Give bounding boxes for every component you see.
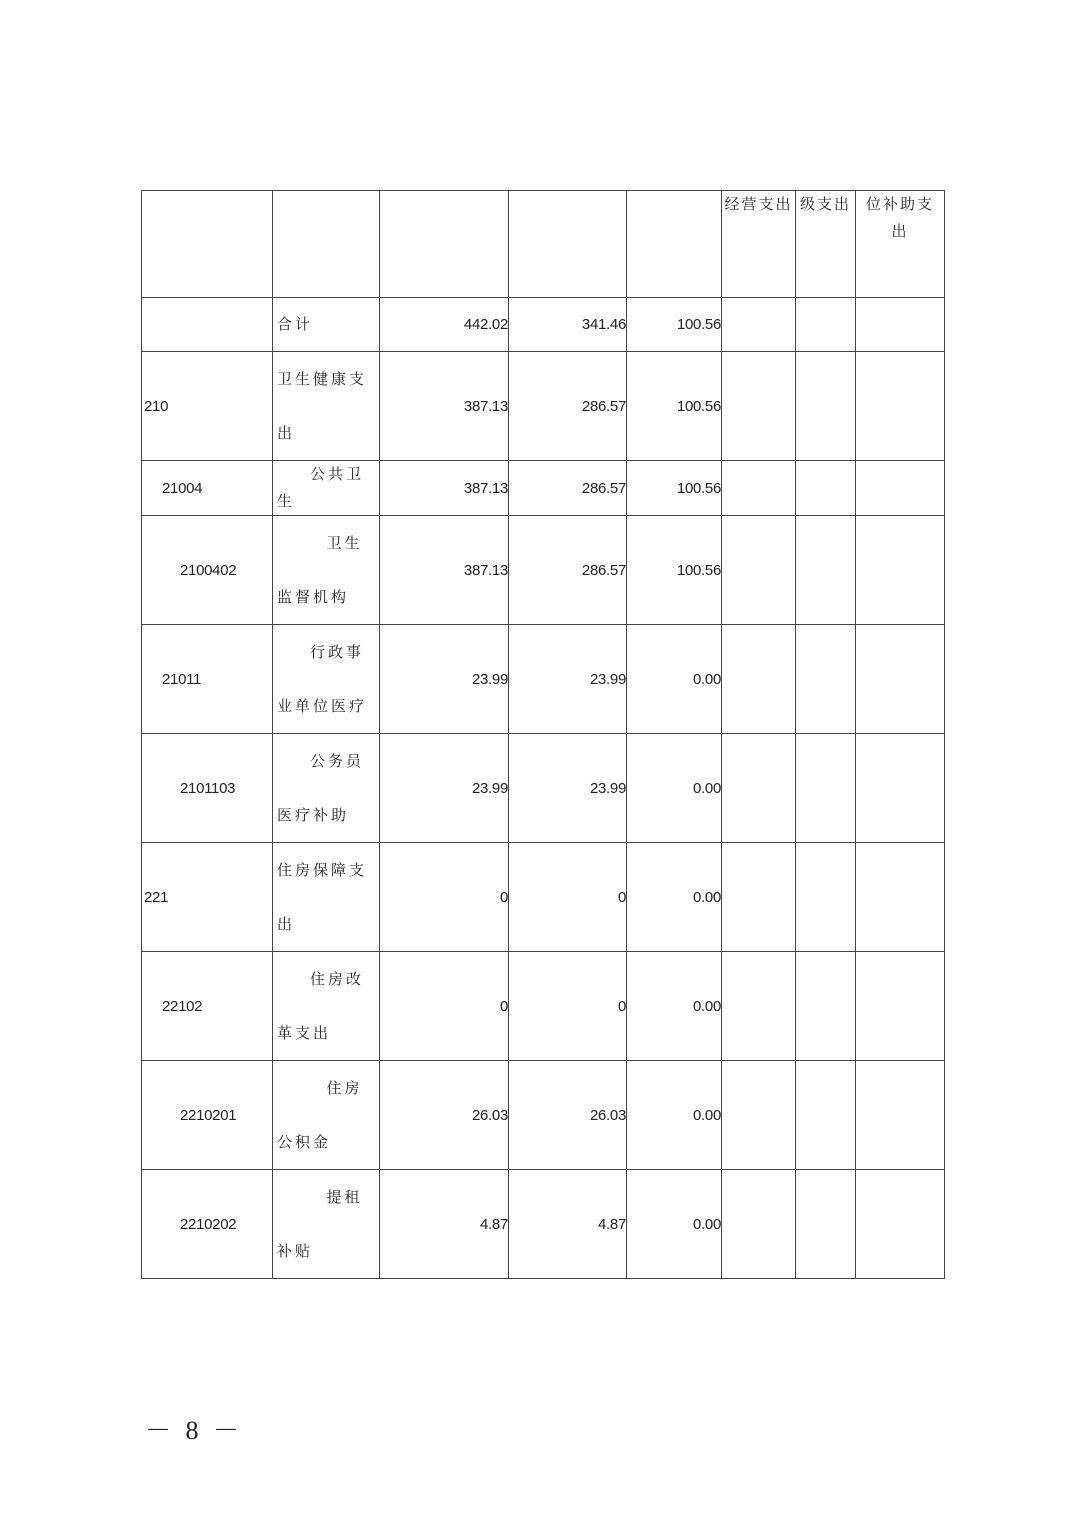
row-basic: 286.57 (509, 516, 627, 625)
row-total: 387.13 (380, 461, 509, 516)
row-project: 0.00 (627, 1061, 722, 1170)
row-total: 387.13 (380, 516, 509, 625)
row-code: 2101103 (142, 734, 273, 843)
row-code: 221 (142, 843, 273, 952)
row-code: 2210202 (142, 1170, 273, 1279)
row-name: 卫生健康支出 (273, 352, 380, 461)
table-header-row (142, 191, 945, 298)
row-total: 0 (380, 952, 509, 1061)
table-row (142, 516, 945, 625)
table-row (142, 1170, 945, 1279)
row-name: 住房改革支出 (273, 952, 380, 1061)
row-basic: 0 (509, 952, 627, 1061)
row-basic: 286.57 (509, 352, 627, 461)
row-total: 23.99 (380, 734, 509, 843)
row-basic: 341.46 (509, 298, 627, 352)
row-name: 卫生监督机构 (273, 516, 380, 625)
row-total: 387.13 (380, 352, 509, 461)
row-name: 行政事业单位医疗 (273, 625, 380, 734)
row-basic: 286.57 (509, 461, 627, 516)
table-row (142, 461, 945, 516)
header-subsidy-expense: 位补助支出 (856, 191, 945, 298)
row-name: 公共卫生 (273, 461, 380, 516)
row-code: 21004 (142, 461, 273, 516)
row-project: 0.00 (627, 734, 722, 843)
row-project: 100.56 (627, 298, 722, 352)
table-row (142, 352, 945, 461)
row-total: 442.02 (380, 298, 509, 352)
table-row (142, 734, 945, 843)
row-code: 21011 (142, 625, 273, 734)
row-total: 0 (380, 843, 509, 952)
row-project: 100.56 (627, 352, 722, 461)
table-row (142, 843, 945, 952)
page-number: － 8 － (145, 1416, 244, 1445)
row-code (142, 298, 273, 352)
row-code: 2210201 (142, 1061, 273, 1170)
row-name: 住房公积金 (273, 1061, 380, 1170)
row-project: 0.00 (627, 625, 722, 734)
row-name: 合计 (273, 298, 380, 352)
row-basic: 4.87 (509, 1170, 627, 1279)
row-basic: 23.99 (509, 734, 627, 843)
row-name: 住房保障支出 (273, 843, 380, 952)
header-level-expense: 级支出 (796, 191, 856, 298)
row-name: 提租补贴 (273, 1170, 380, 1279)
row-basic: 0 (509, 843, 627, 952)
table-row (142, 298, 945, 352)
table-row (142, 625, 945, 734)
row-project: 0.00 (627, 1170, 722, 1279)
row-basic: 26.03 (509, 1061, 627, 1170)
table-row (142, 952, 945, 1061)
row-total: 23.99 (380, 625, 509, 734)
row-project: 0.00 (627, 952, 722, 1061)
row-code: 210 (142, 352, 273, 461)
row-project: 100.56 (627, 516, 722, 625)
header-operating-expense: 经营支出 (722, 191, 796, 298)
table-row (142, 1061, 945, 1170)
row-code: 22102 (142, 952, 273, 1061)
row-basic: 23.99 (509, 625, 627, 734)
row-total: 4.87 (380, 1170, 509, 1279)
row-name: 公务员医疗补助 (273, 734, 380, 843)
row-code: 2100402 (142, 516, 273, 625)
row-project: 100.56 (627, 461, 722, 516)
row-total: 26.03 (380, 1061, 509, 1170)
budget-table (141, 190, 945, 1279)
row-project: 0.00 (627, 843, 722, 952)
